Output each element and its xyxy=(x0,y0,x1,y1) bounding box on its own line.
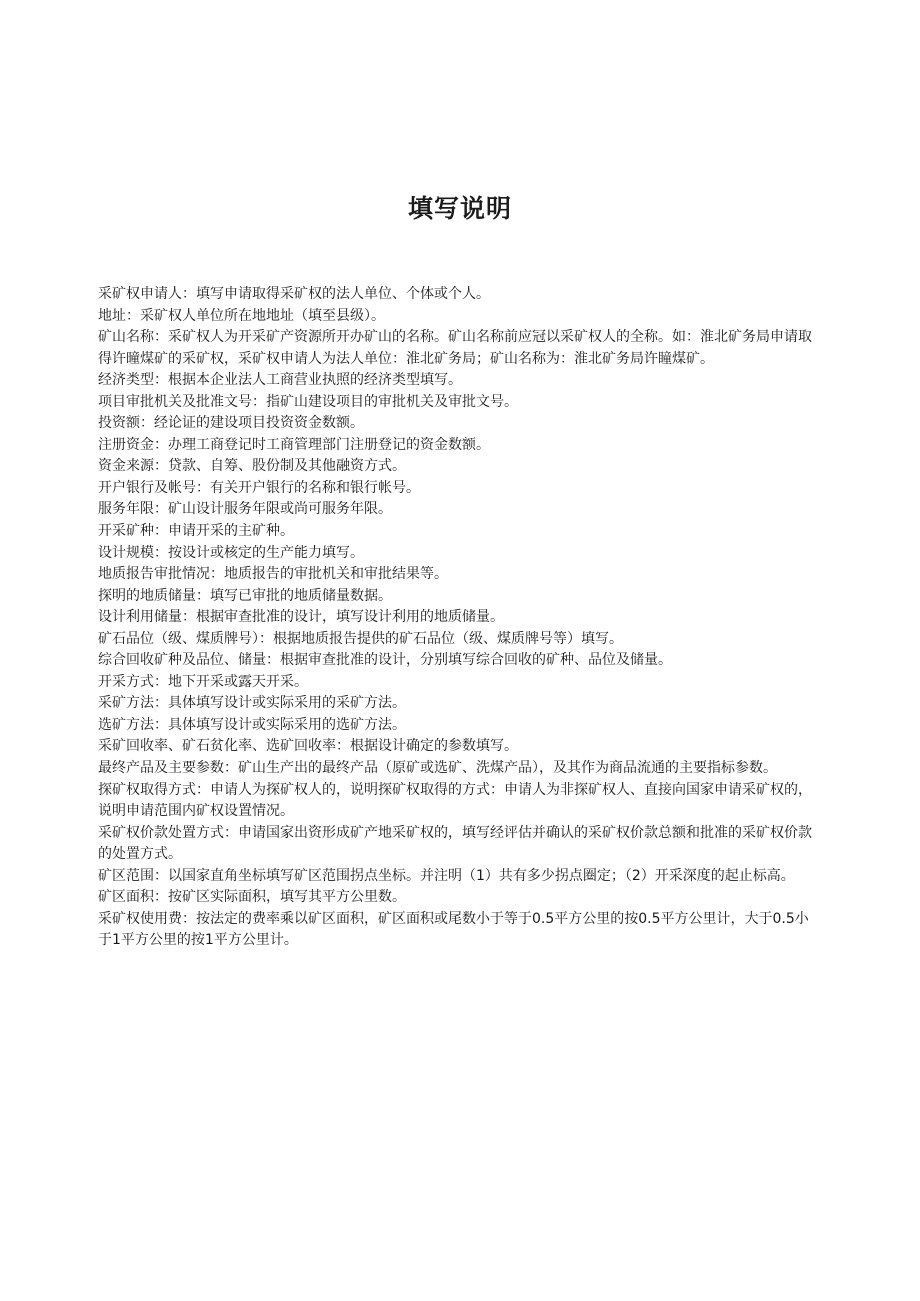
instruction-dressing-method: 选矿方法：具体填写设计或实际采用的选矿方法。 xyxy=(98,716,406,733)
instruction-comprehensive-recovery: 综合回收矿种及品位、储量：根据审查批准的设计，分别填写综合回收的矿种、品位及储量。 xyxy=(98,652,672,669)
instruction-mine-name: 矿山名称：采矿权人为开采矿产资源所开办矿山的名称。矿山名称前应冠以采矿权人的全称。如：淮北矿务局申请取得许曈煤矿的采矿权，采矿权申请人为法人单位：淮北矿务局；矿山名称为：淮北矿务局许瞳煤矿。 xyxy=(98,329,812,367)
instruction-final-product: 最终产品及主要参数：矿山生产出的最终产品（原矿或选矿、洗煤产品），及其作为商品流通的主要指标参数。 xyxy=(98,760,777,777)
instruction-registered-capital: 注册资金：办理工商登记时工商管理部门注册登记的资金数额。 xyxy=(98,436,490,453)
instruction-economic-type: 经济类型：根据本企业法人工商营业执照的经济类型填写。 xyxy=(98,372,462,389)
instruction-design-scale: 设计规模：按设计或核定的生产能力填写。 xyxy=(98,544,364,561)
instruction-ore-grade: 矿石品位（级、煤质牌号）：根据地质报告提供的矿石品位（级、煤质牌号等）填写。 xyxy=(98,630,623,647)
instruction-mining-area-range: 矿区范围：以国家直角坐标填写矿区范围拐点坐标。并注明（1）共有多少拐点圈定；（2）开采深度的起止标高。 xyxy=(98,867,795,884)
instruction-investment: 投资额：经论证的建设项目投资资金数额。 xyxy=(98,415,364,432)
instruction-service-life: 服务年限：矿山设计服务年限或尚可服务年限。 xyxy=(98,501,392,518)
instruction-design-reserves: 设计利用储量：根据审查批准的设计，填写设计利用的地质储量。 xyxy=(98,609,504,626)
instruction-mining-method: 采矿方法：具体填写设计或实际采用的采矿方法。 xyxy=(98,695,406,712)
instruction-right-price: 采矿权价款处置方式：申请国家出资形成矿产地采矿权的，填写经评估并确认的采矿权价款总额和批准的采矿权价款的处置方式。 xyxy=(98,824,812,863)
instruction-geo-report: 地质报告审批情况：地质报告的审批机关和审批结果等。 xyxy=(98,566,448,583)
instruction-mining-area-size: 矿区面积：按矿区实际面积，填写其平方公里数。 xyxy=(98,889,406,906)
instruction-proven-reserves: 探明的地质储量：填写已审批的地质储量数据。 xyxy=(98,587,392,604)
instruction-usage-fee: 采矿权使用费：按法定的费率乘以矿区面积，矿区面积或尾数小于等于0.5平方公里的按0.5平方公里计，大于0.5小于1平方公里的按1平方公里计。 xyxy=(98,910,809,949)
instruction-approval-authority: 项目审批机关及批准文号：指矿山建设项目的审批机关及审批文号。 xyxy=(98,393,518,410)
instruction-funding-source: 资金来源：贷款、自筹、股份制及其他融资方式。 xyxy=(98,458,406,475)
instruction-mining-mode: 开采方式：地下开采或露天开采。 xyxy=(98,673,308,690)
instruction-address: 地址：采矿权人单位所在地地址（填至县级）。 xyxy=(98,307,385,324)
instruction-recovery-rates: 采矿回收率、矿石贫化率、选矿回收率：根据设计确定的参数填写。 xyxy=(98,738,518,755)
instruction-applicant: 采矿权申请人：填写申请取得采矿权的法人单位、个体或个人。 xyxy=(98,286,490,302)
instruction-bank-account: 开户银行及帐号：有关开户银行的名称和银行帐号。 xyxy=(98,479,420,496)
instructions-list xyxy=(98,284,816,952)
instruction-exploration-right: 探矿权取得方式：申请人为探矿权人的，说明探矿权取得的方式：申请人为非探矿权人、直接向国家申请采矿权的，说明申请范围内矿权设置情况。 xyxy=(98,781,812,820)
page-title: 填写说明 xyxy=(407,194,512,223)
instruction-mineral-type: 开采矿种：申请开采的主矿种。 xyxy=(98,523,294,540)
